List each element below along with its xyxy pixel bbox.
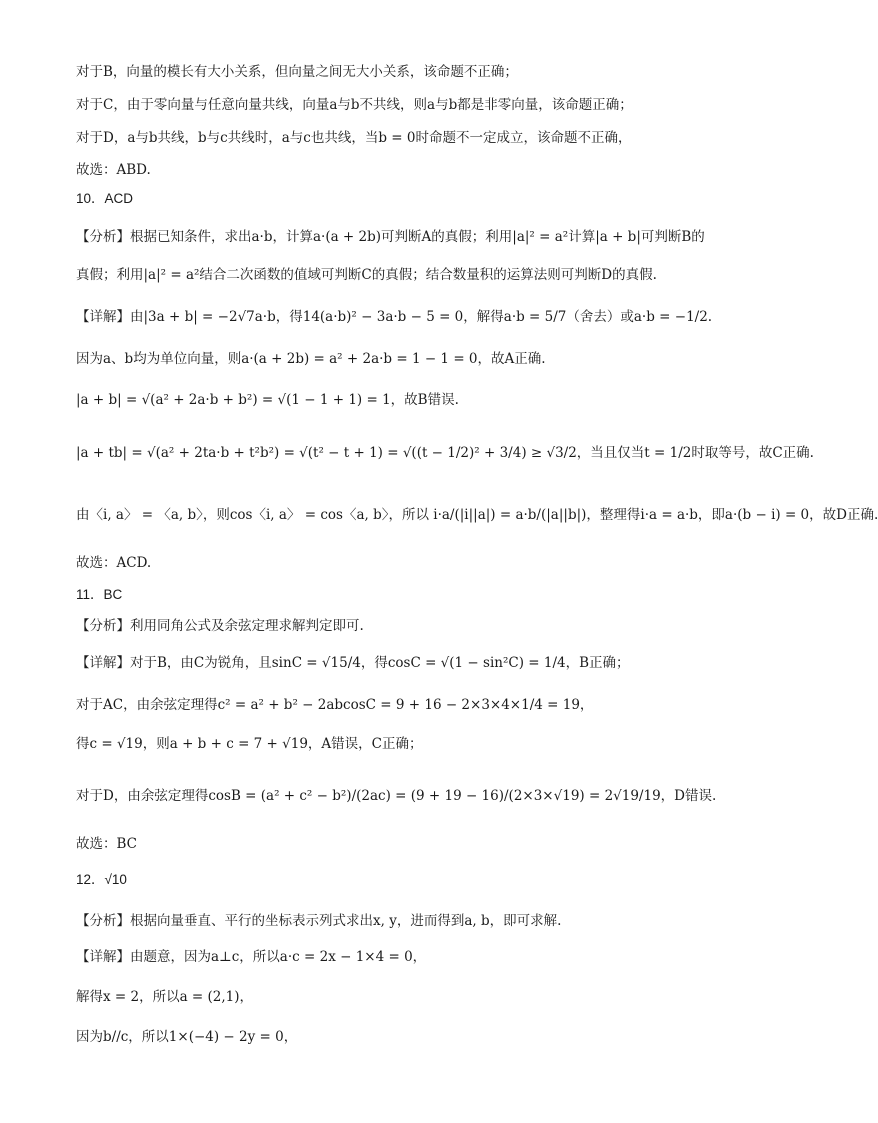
text-line: 对于C，由于零向量与任意向量共线，向量a与b不共线，则a与b都是非零向量，该命题正确； <box>76 97 633 113</box>
analysis-line: 【分析】根据向量垂直、平行的坐标表示列式求出x, y，进而得到a, b，即可求解. <box>76 913 562 929</box>
text-line: 故选：BC <box>76 836 138 852</box>
question-number: 12．√10 <box>76 872 127 887</box>
detail-line: 【详解】对于B，由C为锐角，且sinC = √15/4，得cosC = √(1 − sin²C) = 1/4，B正确； <box>76 655 630 671</box>
detail-line: 【详解】由题意，因为a⊥c，所以a·c = 2x − 1×4 = 0， <box>76 949 427 965</box>
text-line: 对于B，向量的模长有大小关系，但向量之间无大小关系，该命题不正确； <box>76 64 518 80</box>
analysis-line: 【分析】根据已知条件，求出a·b，计算a·(a + 2b)可判断A的真假；利用|a|² = a²计算|a + b|可判断B的 <box>76 229 705 245</box>
detail-line: 【详解】由|3a + b| = −2√7a·b，得14(a·b)² − 3a·b − 5 = 0，解得a·b = 5/7（舍去）或a·b = −1/2. <box>76 309 713 325</box>
text-line: 对于AC，由余弦定理得c² = a² + b² − 2abcosC = 9 + 16 − 2×3×4×1/4 = 19， <box>76 697 594 713</box>
text-line: 得c = √19，则a + b + c = 7 + √19，A错误，C正确； <box>76 736 423 752</box>
text-line: 故选：ABD. <box>76 162 151 178</box>
text-line: 对于D，a与b共线，b与c共线时，a与c也共线，当b = 0时命题不一定成立，该命题不正确， <box>76 130 632 146</box>
text-line: 解得x = 2，所以a = (2,1)， <box>76 989 254 1005</box>
text-line: 真假；利用|a|² = a²结合二次函数的值域可判断C的真假；结合数量积的运算法则可判断D的真假. <box>76 267 657 283</box>
text-line: |a + tb| = √(a² + 2ta·b + t²b²) = √(t² − t + 1) = √((t − 1/2)² + 3/4) ≥ √3/2，当且仅当t = 1/2时取等号，故C正确. <box>76 445 814 461</box>
text-line: 故选：ACD. <box>76 555 152 571</box>
text-line: 对于D，由余弦定理得cosB = (a² + c² − b²)/(2ac) = (9 + 19 − 16)/(2×3×√19) = 2√19/19，D错误. <box>76 788 717 804</box>
text-line: 由〈i, a〉 = 〈a, b〉，则cos〈i, a〉 = cos〈a, b〉，所以 i·a/(|i||a|) = a·b/(|a||b|)，整理得i·a = a·b，即a·(b − i) = 0，故D正确. <box>76 507 878 523</box>
analysis-line: 【分析】利用同角公式及余弦定理求解判定即可. <box>76 618 364 634</box>
question-number: 11．BC <box>76 587 123 602</box>
text-line: |a + b| = √(a² + 2a·b + b²) = √(1 − 1 + 1) = 1，故B错误. <box>76 392 459 408</box>
text-line: 因为b//c，所以1×(−4) − 2y = 0， <box>76 1029 298 1045</box>
text-line: 因为a、b均为单位向量，则a·(a + 2b) = a² + 2a·b = 1 − 1 = 0，故A正确. <box>76 351 546 367</box>
question-number: 10．ACD <box>76 191 134 206</box>
